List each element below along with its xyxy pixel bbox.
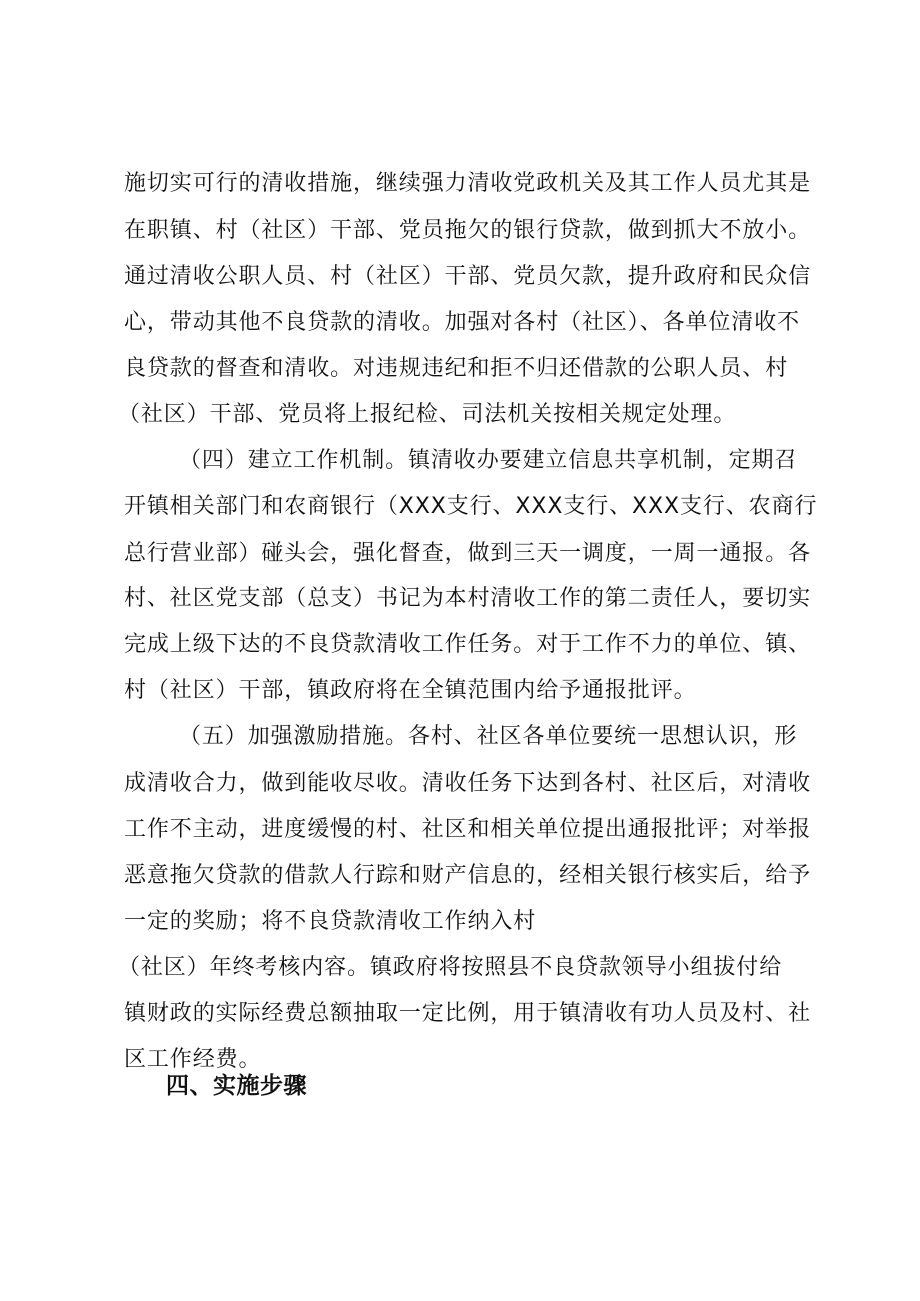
text-line: （社区）年终考核内容。镇政府将按照县不良贷款领导小组拔付给 [118, 955, 783, 980]
text-line: 开镇相关部门和农商银行（XXX支行、XXX支行、XXX支行、农商行 [124, 494, 818, 519]
text-line: （社区）干部、党员将上报纪检、司法机关按相关规定处理。 [118, 402, 737, 427]
text-line: 通过清收公职人员、村（社区）干部、党员欠款，提升政府和民众信 [124, 264, 812, 289]
text-line: （四）建立工作机制。镇清收办要建立信息共享机制，定期召 [179, 448, 798, 473]
text-line: 村（社区）干部，镇政府将在全镇范围内给予通报批评。 [124, 678, 697, 703]
section-heading: 四、实施步骤 [166, 1073, 307, 1099]
text-line: 区工作经费。 [124, 1047, 262, 1072]
text-line: 村、社区党支部（总支）书记为本村清收工作的第二责任人，要切实 [124, 586, 812, 611]
text-line: （五）加强激励措施。各村、社区各单位要统一思想认识，形 [179, 724, 798, 749]
text-line: 总行营业部）碰头会，强化督查，做到三天一调度，一周一通报。各 [124, 541, 812, 566]
text-line: 在职镇、村（社区）干部、党员拖欠的银行贷款，做到抓大不放小。 [124, 218, 812, 243]
text-line: 施切实可行的清收措施，继续强力清收党政机关及其工作人员尤其是 [124, 171, 812, 196]
text-line: 良贷款的督查和清收。对违规违纪和拒不归还借款的公职人员、村 [124, 356, 789, 381]
text-line: 恶意拖欠贷款的借款人行踪和财产信息的，经相关银行核实后，给予 [124, 863, 812, 888]
text-line: 成清收合力，做到能收尽收。清收任务下达到各村、社区后，对清收 [124, 771, 812, 796]
text-line: 一定的奖励；将不良贷款清收工作纳入村 [124, 909, 537, 934]
text-line: 完成上级下达的不良贷款清收工作任务。对于工作不力的单位、镇、 [124, 632, 812, 657]
text-line: 镇财政的实际经费总额抽取一定比例，用于镇清收有功人员及村、社 [124, 1001, 812, 1026]
text-line: 心，带动其他不良贷款的清收。加强对各村（社区）、各单位清收不 [124, 310, 801, 335]
text-line: 工作不主动，进度缓慢的村、社区和相关单位提出通报批评；对举报 [124, 817, 812, 842]
